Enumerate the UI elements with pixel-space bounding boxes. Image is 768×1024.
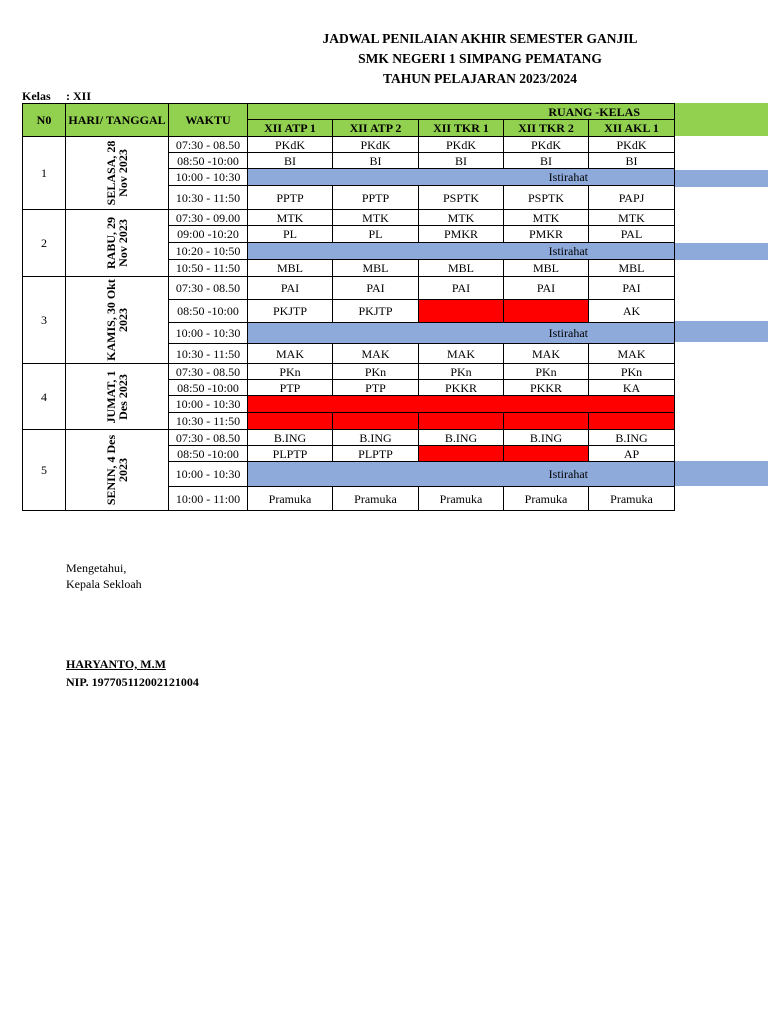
break-row	[248, 169, 675, 186]
subject-cell: PKKR	[419, 380, 504, 396]
subject-cell: Pramuka	[333, 487, 419, 511]
subject-cell: MBL	[589, 260, 675, 277]
principal-title: Kepala Sekloah	[66, 577, 142, 591]
day-name: SELASA, 28	[104, 140, 118, 206]
subject-cell: MTK	[419, 210, 504, 226]
blocked-slot	[504, 300, 589, 323]
subject-cell: PKdK	[504, 137, 589, 153]
subject-cell: Pramuka	[248, 487, 333, 511]
subject-cell: KA	[589, 380, 675, 396]
class-header: XII TKR 2	[504, 120, 589, 137]
subject-cell: PAI	[333, 277, 419, 300]
time-slot: 07:30 - 08.50	[169, 364, 248, 380]
subject-cell: PAI	[248, 277, 333, 300]
subject-cell: PAL	[589, 226, 675, 243]
subject-cell: B.ING	[589, 430, 675, 446]
blocked-slot	[419, 446, 504, 462]
blocked-slot	[419, 413, 504, 430]
subject-cell: PKdK	[248, 137, 333, 153]
subject-cell: BI	[333, 153, 419, 169]
principal-name: HARYANTO, M.M	[66, 657, 166, 671]
subject-cell: PKdK	[419, 137, 504, 153]
time-slot: 10:00 - 10:30	[169, 323, 248, 344]
day-number: 4	[23, 364, 66, 430]
schedule-row	[23, 137, 675, 153]
subject-cell: PKn	[333, 364, 419, 380]
subject-cell: PLPTP	[333, 446, 419, 462]
subject-cell: AK	[589, 300, 675, 323]
subject-cell: PSPTK	[504, 186, 589, 210]
class-header: XII ATP 1	[248, 120, 333, 137]
principal-nip: NIP. 197705112002121004	[66, 675, 199, 689]
day-name: RABU, 29	[104, 216, 118, 270]
subject-cell: MBL	[248, 260, 333, 277]
subject-cell: PKdK	[333, 137, 419, 153]
time-slot: 10:30 - 11:50	[169, 186, 248, 210]
subject-cell: MTK	[248, 210, 333, 226]
subject-cell: MBL	[419, 260, 504, 277]
blocked-slot	[248, 396, 675, 413]
day-date-cell	[66, 430, 169, 511]
day-number: 5	[23, 430, 66, 511]
kelas-value: : XII	[66, 89, 92, 103]
day-date: 2023	[116, 308, 130, 332]
day-date-cell	[66, 137, 169, 210]
subject-cell: MTK	[504, 210, 589, 226]
schedule-row	[23, 277, 675, 300]
class-header: XII TKR 1	[419, 120, 504, 137]
break-row	[248, 323, 675, 344]
break-row	[248, 243, 675, 260]
subject-cell: PKn	[419, 364, 504, 380]
break-label: Istirahat	[548, 170, 588, 184]
time-slot: 08:50 -10:00	[169, 446, 248, 462]
subject-cell: PAI	[504, 277, 589, 300]
subject-cell: BI	[504, 153, 589, 169]
subject-cell: PPTP	[333, 186, 419, 210]
blocked-slot	[589, 413, 675, 430]
time-slot: 10:20 - 10:50	[169, 243, 248, 260]
break-extension	[674, 461, 768, 486]
kelas-label: Kelas	[22, 89, 51, 103]
break-extension	[674, 321, 768, 342]
blocked-slot	[504, 446, 589, 462]
subject-cell: MBL	[504, 260, 589, 277]
subject-cell: PAI	[589, 277, 675, 300]
col-waktu-header: WAKTU	[169, 104, 248, 137]
blocked-slot	[333, 413, 419, 430]
day-number: 2	[23, 210, 66, 277]
subject-cell: PKn	[504, 364, 589, 380]
subject-cell: B.ING	[419, 430, 504, 446]
header-extension	[674, 103, 768, 136]
subject-cell: PKKR	[504, 380, 589, 396]
day-date-cell	[66, 364, 169, 430]
subject-cell: BI	[248, 153, 333, 169]
subject-cell: MBL	[333, 260, 419, 277]
break-label: Istirahat	[548, 244, 588, 258]
blocked-slot	[504, 413, 589, 430]
subject-cell: PAI	[419, 277, 504, 300]
subject-cell: PL	[333, 226, 419, 243]
subject-cell: AP	[589, 446, 675, 462]
break-label: Istirahat	[548, 326, 588, 340]
subject-cell: PMKR	[504, 226, 589, 243]
time-slot: 10:00 - 10:30	[169, 462, 248, 487]
day-name: SENIN, 4 Des	[104, 434, 118, 506]
time-slot: 07:30 - 08.50	[169, 430, 248, 446]
subject-cell: PAPJ	[589, 186, 675, 210]
time-slot: 08:50 -10:00	[169, 153, 248, 169]
subject-cell: PKJTP	[333, 300, 419, 323]
break-label: Istirahat	[548, 467, 588, 481]
ruang-kelas-header: RUANG -KELAS	[248, 104, 675, 120]
day-date: Nov 2023	[116, 219, 130, 267]
subject-cell: MTK	[589, 210, 675, 226]
time-slot: 10:00 - 10:30	[169, 169, 248, 186]
time-slot: 07:30 - 09.00	[169, 210, 248, 226]
day-date-cell	[66, 277, 169, 364]
subject-cell: PTP	[333, 380, 419, 396]
subject-cell: BI	[589, 153, 675, 169]
subject-cell: PMKR	[419, 226, 504, 243]
subject-cell: PLPTP	[248, 446, 333, 462]
subject-cell: PL	[248, 226, 333, 243]
day-name: JUMAT, 1	[104, 370, 118, 423]
break-row	[248, 462, 675, 487]
school-name: SMK NEGERI 1 SIMPANG PEMATANG	[358, 51, 602, 66]
class-header: XII ATP 2	[333, 120, 419, 137]
subject-cell: B.ING	[333, 430, 419, 446]
break-extension	[674, 243, 768, 260]
schedule-row	[23, 364, 675, 380]
schedule-table	[22, 103, 675, 511]
subject-cell: MAK	[589, 344, 675, 364]
subject-cell: PKn	[248, 364, 333, 380]
time-slot: 07:30 - 08.50	[169, 277, 248, 300]
subject-cell: MAK	[333, 344, 419, 364]
time-slot: 09:00 -10:20	[169, 226, 248, 243]
subject-cell: Pramuka	[419, 487, 504, 511]
academic-year: TAHUN PELAJARAN 2023/2024	[382, 71, 577, 86]
col-no-header: N0	[23, 104, 66, 137]
day-name: KAMIS, 30 Okt	[104, 279, 118, 361]
time-slot: 10:30 - 11:50	[169, 413, 248, 430]
time-slot: 08:50 -10:00	[169, 300, 248, 323]
subject-cell: B.ING	[504, 430, 589, 446]
subject-cell: Pramuka	[589, 487, 675, 511]
blocked-slot	[248, 413, 333, 430]
subject-cell: PPTP	[248, 186, 333, 210]
subject-cell: B.ING	[248, 430, 333, 446]
day-date: Des 2023	[116, 373, 130, 420]
subject-cell: Pramuka	[504, 487, 589, 511]
acknowledge-label: Mengetahui,	[66, 561, 127, 575]
subject-cell: MAK	[504, 344, 589, 364]
day-number: 1	[23, 137, 66, 210]
subject-cell: MAK	[419, 344, 504, 364]
subject-cell: PSPTK	[419, 186, 504, 210]
subject-cell: PTP	[248, 380, 333, 396]
day-number: 3	[23, 277, 66, 364]
time-slot: 07:30 - 08.50	[169, 137, 248, 153]
subject-cell: PKJTP	[248, 300, 333, 323]
class-header: XII AKL 1	[589, 120, 675, 137]
col-hari-header: HARI/ TANGGAL	[66, 104, 169, 137]
document-title: JADWAL PENILAIAN AKHIR SEMESTER GANJIL	[322, 31, 638, 46]
time-slot: 10:30 - 11:50	[169, 344, 248, 364]
time-slot: 10:50 - 11:50	[169, 260, 248, 277]
schedule-row	[23, 430, 675, 446]
blocked-slot	[419, 300, 504, 323]
time-slot: 10:00 - 10:30	[169, 396, 248, 413]
time-slot: 08:50 -10:00	[169, 380, 248, 396]
break-extension	[674, 170, 768, 187]
subject-cell: PKn	[589, 364, 675, 380]
day-date: Nov 2023	[116, 149, 130, 197]
subject-cell: MTK	[333, 210, 419, 226]
schedule-row	[23, 210, 675, 226]
day-date: 2023	[116, 458, 130, 482]
kelas-info	[22, 89, 92, 104]
subject-cell: BI	[419, 153, 504, 169]
day-date-cell	[66, 210, 169, 277]
subject-cell: PKdK	[589, 137, 675, 153]
time-slot: 10:00 - 11:00	[169, 487, 248, 511]
subject-cell: MAK	[248, 344, 333, 364]
